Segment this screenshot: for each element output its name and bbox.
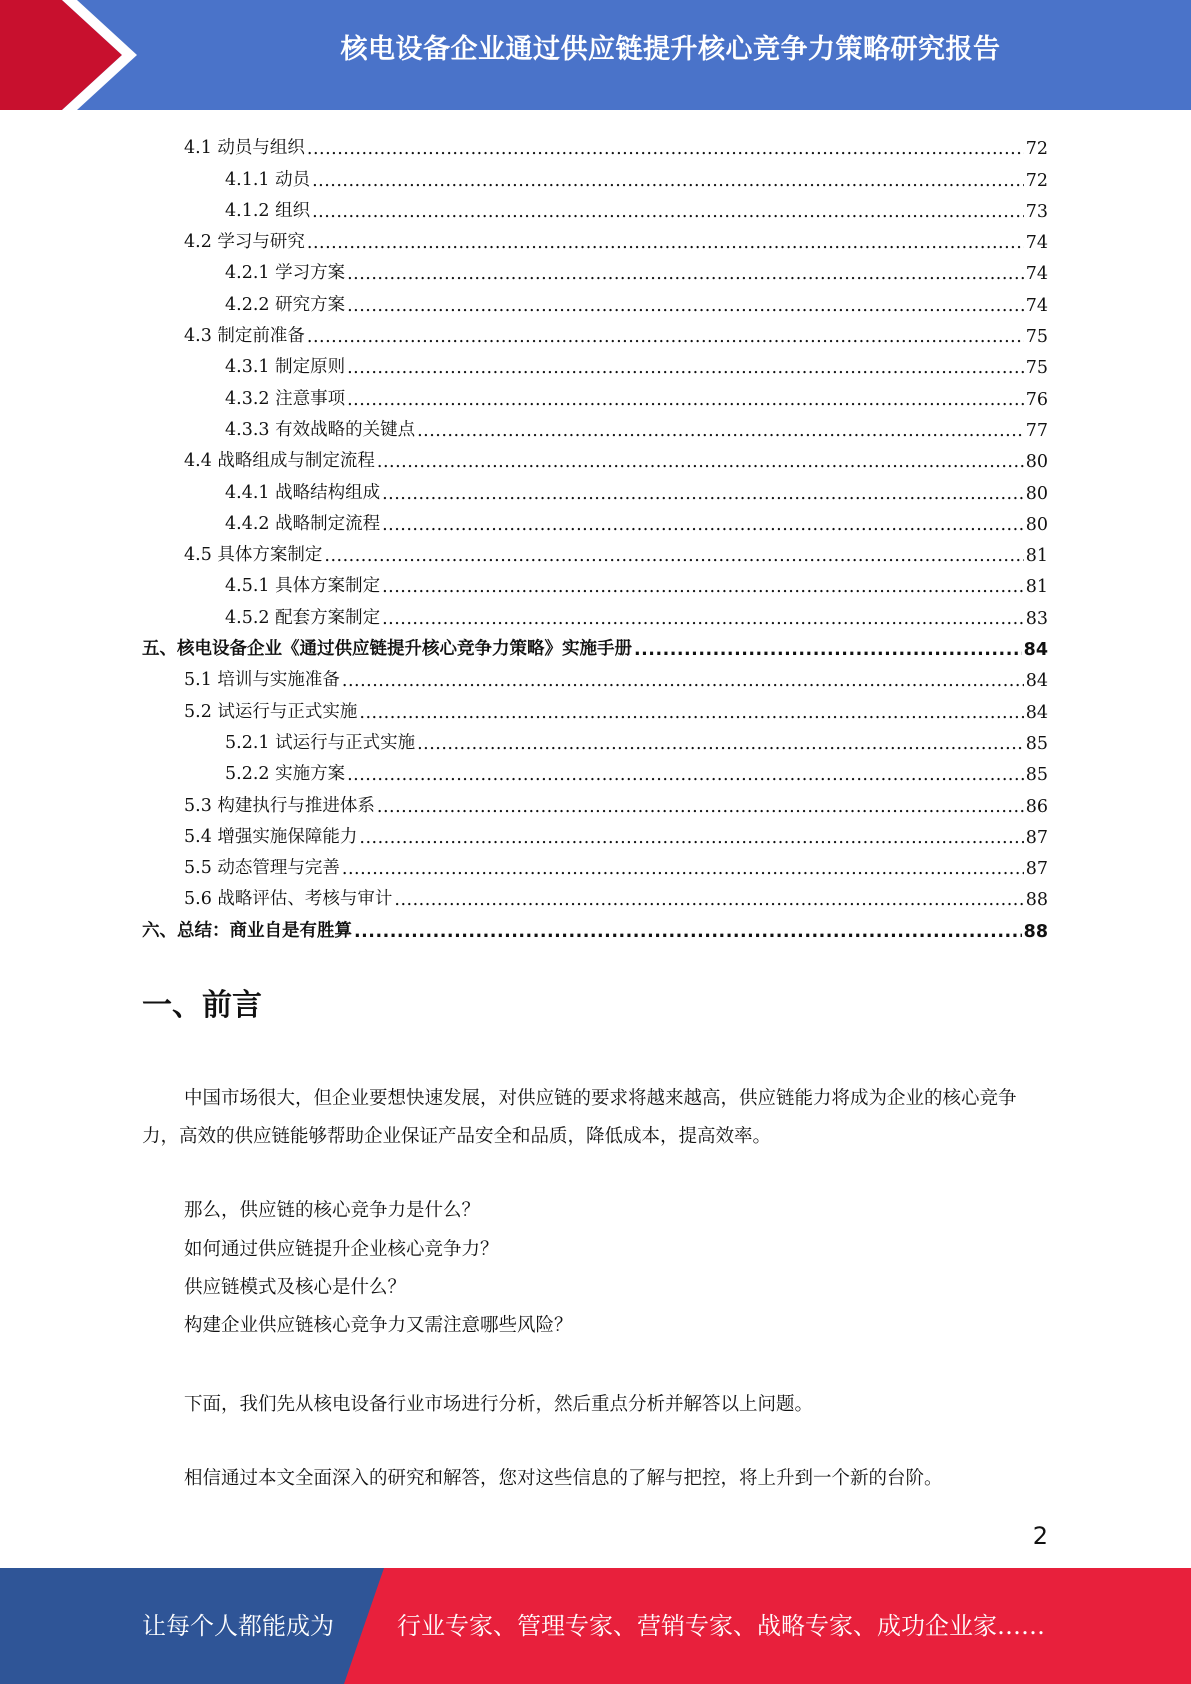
toc-leader-dots: [342, 671, 1024, 691]
toc-entry-page: 87: [1025, 827, 1048, 848]
toc-leader-dots: [347, 390, 1024, 410]
toc-entry-label: 4.4.2 战略制定流程: [225, 513, 381, 534]
toc-entry[interactable]: [142, 159, 1048, 190]
toc-entry[interactable]: [142, 535, 1048, 566]
toc-entry-label: 4.3.3 有效战略的关键点: [225, 419, 416, 440]
toc-leader-dots: [382, 577, 1024, 597]
toc-entry-label: 4.2.1 学习方案: [225, 263, 346, 284]
question-2: 如何通过供应链提升企业核心竞争力？: [184, 1239, 499, 1260]
toc-leader-dots: [347, 296, 1024, 316]
toc-entry[interactable]: [142, 441, 1048, 472]
toc-entry-label: 5.4 增强实施保障能力: [184, 826, 358, 847]
header-banner: [0, 0, 1191, 110]
toc-leader-dots: [312, 202, 1024, 222]
toc-entry[interactable]: [142, 410, 1048, 441]
toc-entry-label: 4.3.2 注意事项: [225, 388, 346, 409]
toc-entry-page: 84: [1025, 702, 1048, 723]
toc-leader-dots: [359, 703, 1023, 723]
toc-entry-label: 4.1.1 动员: [225, 169, 311, 190]
analysis-paragraph: 下面，我们先从核电设备行业市场进行分析，然后重点分析并解答以上问题。: [184, 1394, 814, 1415]
toc-entry-label: 5.2 试运行与正式实施: [184, 701, 358, 722]
toc-entry-page: 77: [1025, 420, 1048, 441]
toc-entry[interactable]: [142, 566, 1048, 597]
toc-entry-label: 5.2.1 试运行与正式实施: [225, 732, 416, 753]
toc-entry-page: 75: [1025, 358, 1048, 379]
toc-leader-dots: [347, 264, 1024, 284]
toc-entry[interactable]: [142, 128, 1048, 159]
toc-leader-dots: [347, 765, 1024, 785]
toc-entry-page: 76: [1025, 389, 1048, 410]
toc-entry-page: 74: [1025, 295, 1048, 316]
footer-banner: [0, 1568, 1191, 1684]
toc-entry-label: 4.3 制定前准备: [184, 326, 305, 347]
toc-leader-dots: [312, 171, 1024, 191]
toc-entry-page: 72: [1025, 139, 1048, 160]
toc-leader-dots: [307, 139, 1024, 159]
toc-leader-dots: [307, 327, 1024, 347]
toc-entry-page: 75: [1025, 327, 1048, 348]
toc-entry-label: 4.5 具体方案制定: [184, 545, 323, 566]
toc-entry-page: 72: [1025, 170, 1048, 191]
footer-slogan-right: 行业专家、管理专家、营销专家、战略专家、成功企业家……: [397, 1612, 1045, 1640]
toc-entry[interactable]: [142, 347, 1048, 378]
toc-leader-dots: [382, 484, 1024, 504]
question-3: 供应链模式及核心是什么？: [184, 1277, 407, 1298]
toc-leader-dots: [417, 734, 1024, 754]
toc-entry-page: 84: [1025, 671, 1048, 692]
toc-leader-dots: [342, 859, 1024, 879]
toc-entry[interactable]: [142, 848, 1048, 879]
toc-leader-dots: [394, 890, 1023, 910]
header-arrow-decoration: [0, 0, 150, 110]
toc-entry[interactable]: [142, 629, 1048, 660]
toc-entry[interactable]: [142, 660, 1048, 691]
toc-entry[interactable]: [142, 785, 1048, 816]
toc-entry[interactable]: [142, 817, 1048, 848]
question-1: 那么，供应链的核心竞争力是什么？: [184, 1200, 481, 1221]
toc-entry[interactable]: [142, 222, 1048, 253]
intro-paragraph: 中国市场很大，但企业要想快速发展，对供应链的要求将越来越高，供应链能力将成为企业的核心竞争力，高效的供应链能够帮助企业保证产品安全和品质，降低成本，提高效率。: [142, 1088, 1017, 1147]
toc-entry[interactable]: [142, 723, 1048, 754]
toc-leader-dots: [307, 233, 1024, 253]
toc-entry[interactable]: [142, 504, 1048, 535]
toc-entry-page: 88: [1025, 890, 1048, 911]
toc-leader-dots: [377, 452, 1024, 472]
toc-entry-page: 80: [1025, 452, 1048, 473]
toc-entry-label: 4.4.1 战略结构组成: [225, 482, 381, 503]
toc-entry-label: 5.5 动态管理与完善: [184, 858, 340, 879]
toc-leader-dots: [382, 515, 1024, 535]
toc-entry-label: 4.3.1 制定原则: [225, 357, 346, 378]
toc-entry-page: 85: [1025, 765, 1048, 786]
toc-leader-dots: [324, 546, 1023, 566]
toc-leader-dots: [417, 421, 1024, 441]
closing-paragraph: 相信通过本文全面深入的研究和解答，您对这些信息的了解与把控，将上升到一个新的台阶。: [184, 1468, 943, 1489]
toc-entry-page: 80: [1025, 483, 1048, 504]
toc-entry-label: 5.6 战略评估、考核与审计: [184, 889, 393, 910]
toc-entry[interactable]: [142, 472, 1048, 503]
toc-entry-label: 4.4 战略组成与制定流程: [184, 451, 375, 472]
toc-entry[interactable]: [142, 253, 1048, 284]
toc-entry-label: 4.2.2 研究方案: [225, 294, 346, 315]
question-4: 构建企业供应链核心竞争力又需注意哪些风险？: [184, 1315, 573, 1336]
toc-entry-page: 88: [1023, 921, 1048, 942]
toc-entry-page: 81: [1025, 577, 1048, 598]
report-title: 核电设备企业通过供应链提升核心竞争力策略研究报告: [340, 34, 1001, 65]
toc-entry-page: 83: [1025, 608, 1048, 629]
toc-entry-page: 85: [1025, 733, 1048, 754]
toc-entry-page: 81: [1025, 546, 1048, 567]
toc-entry-label: 4.2 学习与研究: [184, 232, 305, 253]
toc-leader-dots: [634, 640, 1022, 660]
toc-entry-page: 74: [1025, 264, 1048, 285]
toc-entry[interactable]: [142, 879, 1048, 910]
toc-leader-dots: [347, 358, 1024, 378]
toc-entry-label: 5.3 构建执行与推进体系: [184, 795, 375, 816]
toc-entry-page: 73: [1025, 201, 1048, 222]
toc-entry-page: 80: [1025, 514, 1048, 535]
toc-entry-page: 86: [1025, 796, 1048, 817]
toc-leader-dots: [359, 828, 1023, 848]
toc-entry-label: 4.5.1 具体方案制定: [225, 576, 381, 597]
toc-entry-label: 六、总结：商业自是有胜算: [142, 920, 352, 941]
toc-entry-label: 4.1 动员与组织: [184, 138, 305, 159]
footer-slogan-left: 让每个人都能成为: [142, 1612, 334, 1640]
toc-entry[interactable]: [142, 191, 1048, 222]
toc-entry-label: 5.2.2 实施方案: [225, 764, 346, 785]
section-heading: 一、前言: [142, 988, 262, 1023]
toc-leader-dots: [377, 797, 1024, 817]
toc-entry-label: 五、核电设备企业《通过供应链提升核心竞争力策略》实施手册: [142, 639, 632, 660]
toc-entry-page: 74: [1025, 233, 1048, 254]
toc-entry[interactable]: [142, 691, 1048, 722]
toc-entry-page: 84: [1023, 640, 1048, 661]
toc-entry-label: 5.1 培训与实施准备: [184, 670, 340, 691]
toc-entry[interactable]: [142, 316, 1048, 347]
toc-entry[interactable]: [142, 597, 1048, 628]
toc-entry[interactable]: [142, 910, 1048, 941]
toc-leader-dots: [382, 609, 1024, 629]
toc-entry[interactable]: [142, 284, 1048, 315]
toc-entry-label: 4.5.2 配套方案制定: [225, 607, 381, 628]
toc-leader-dots: [354, 922, 1022, 942]
toc-entry[interactable]: [142, 754, 1048, 785]
page-number: 2: [1032, 1522, 1048, 1550]
toc-entry[interactable]: [142, 378, 1048, 409]
table-of-contents: [142, 128, 1048, 942]
toc-entry-page: 87: [1025, 859, 1048, 880]
toc-entry-label: 4.1.2 组织: [225, 200, 311, 221]
